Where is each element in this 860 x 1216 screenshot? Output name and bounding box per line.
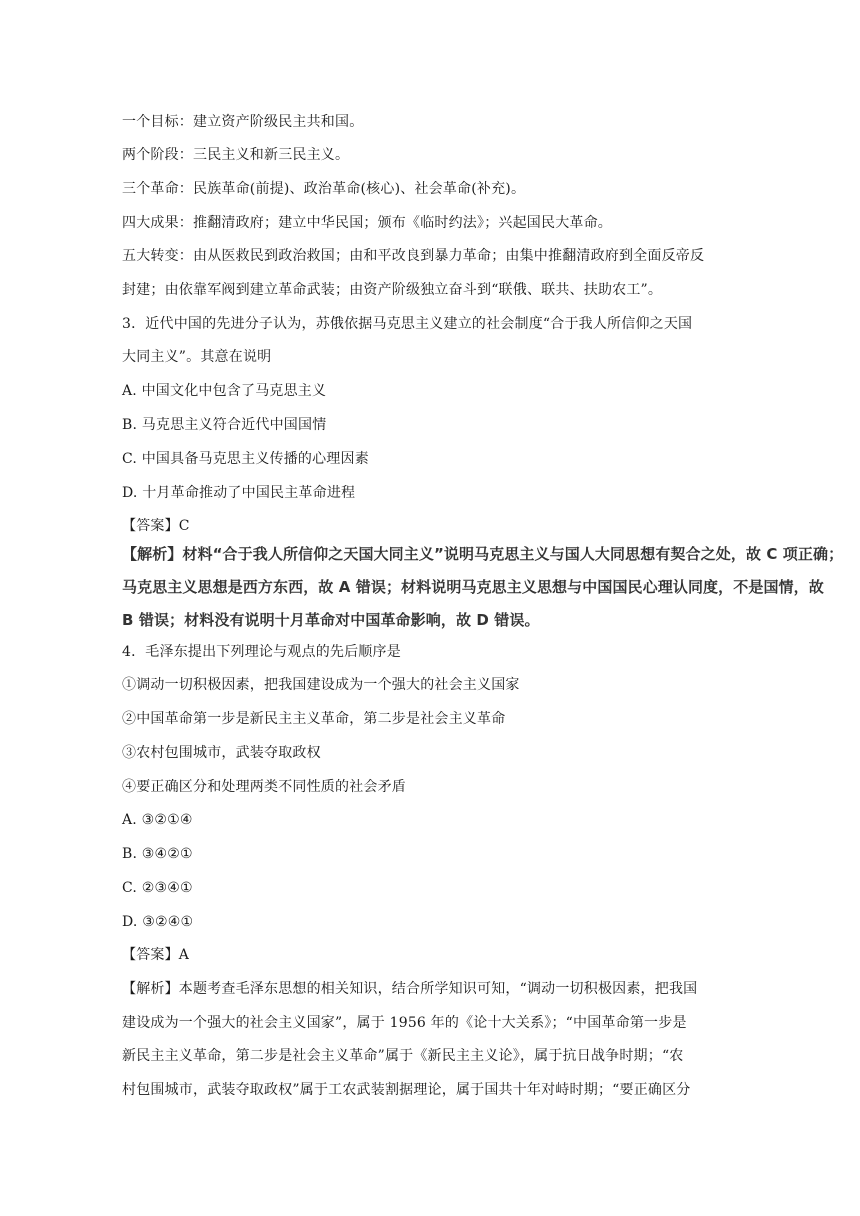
question-3-stem: 3．近代中国的先进分子认为，苏俄依据马克思主义建立的社会制度“合于我人所信仰之天国: [122, 316, 693, 332]
statement-3: ③农村包围城市，武装夺取政权: [122, 745, 321, 761]
analysis-text: 村包围城市，武装夺取政权”属于工农武装割据理论，属于国共十年对峙时期；“要正确区分: [122, 1082, 691, 1098]
text-line: 三个革命：民族革命(前提)、政治革命(核心)、社会革命(补充)。: [122, 181, 526, 197]
question-4-stem: 4．毛泽东提出下列理论与观点的先后顺序是: [122, 644, 401, 660]
answer-label: 【答案】A: [122, 947, 190, 963]
analysis-text: 建设成为一个强大的社会主义国家”，属于 1956 年的《论十大关系》；“中国革命第一步是: [122, 1015, 687, 1031]
text-line: 四大成果：推翻清政府；建立中华民国；颁布《临时约法》；兴起国民大革命。: [122, 215, 612, 231]
text-line: 五大转变：由从医救民到政治救国；由和平改良到暴力革命；由集中推翻清政府到全面反帝反: [122, 248, 705, 264]
analysis-text: B 错误；材料没有说明十月革命对中国革命影响，故 D 错误。: [122, 611, 540, 629]
analysis-text: 【解析】本题考查毛泽东思想的相关知识，结合所学知识可知，“调动一切积极因素，把我国: [122, 981, 698, 997]
analysis-text: 【解析】材料“合于我人所信仰之天国大同主义”说明马克思主义与国人大同思想有契合之处，故 C 项正确；: [122, 545, 844, 563]
option-a: A. ③②①④: [122, 812, 193, 828]
text-line: 两个阶段：三民主义和新三民主义。: [122, 147, 350, 163]
text-line: 封建；由依靠军阀到建立革命武装；由资产阶级独立奋斗到“联俄、联共、扶助农工”。: [122, 282, 663, 298]
option-b: B. ③④②①: [122, 846, 193, 862]
option-c: C. 中国具备马克思主义传播的心理因素: [122, 451, 369, 467]
text-line: 一个目标：建立资产阶级民主共和国。: [122, 114, 364, 130]
option-d: D. ③②④①: [122, 914, 194, 930]
option-c: C. ②③④①: [122, 880, 193, 896]
statement-2: ②中国革命第一步是新民主主义革命，第二步是社会主义革命: [122, 711, 506, 727]
question-3-stem: 大同主义”。其意在说明: [122, 349, 272, 365]
option-d: D. 十月革命推动了中国民主革命进程: [122, 485, 356, 501]
analysis-text: 新民主主义革命，第二步是社会主义革命”属于《新民主主义论》，属于抗日战争时期；“农: [122, 1048, 684, 1064]
statement-1: ①调动一切积极因素，把我国建设成为一个强大的社会主义国家: [122, 677, 520, 693]
analysis-text: 马克思主义思想是西方东西，故 A 错误；材料说明马克思主义思想与中国国民心理认同度，不是国情，故: [122, 578, 824, 596]
option-b: B. 马克思主义符合近代中国国情: [122, 417, 327, 433]
statement-4: ④要正确区分和处理两类不同性质的社会矛盾: [122, 779, 406, 795]
option-a: A. 中国文化中包含了马克思主义: [122, 383, 327, 399]
answer-label: 【答案】C: [122, 518, 190, 534]
